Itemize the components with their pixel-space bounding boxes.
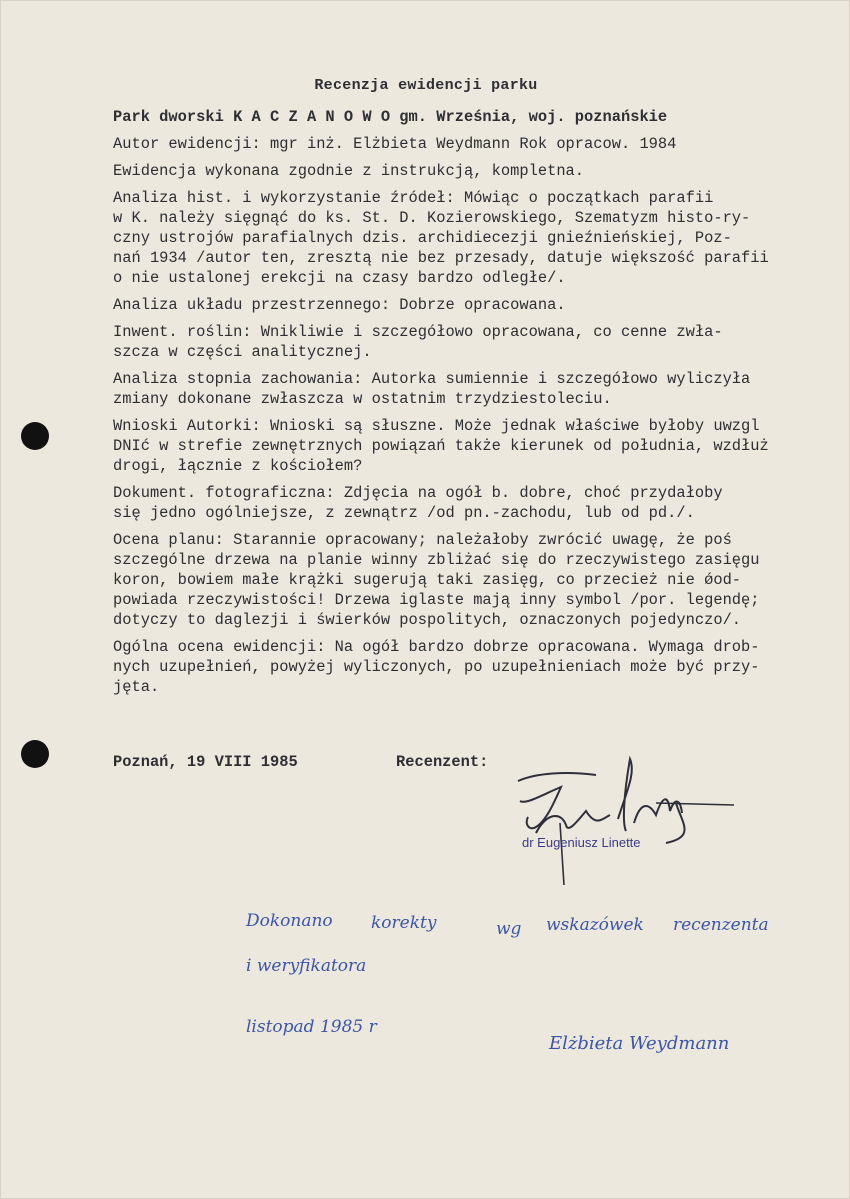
- place-date: Poznań, 19 VIII 1985: [113, 753, 298, 771]
- text-line: szcza w części analitycznej.: [113, 343, 372, 361]
- text-line: Dokument. fotograficzna: Zdjęcia na ogół b. dobre, choć przydałoby: [113, 484, 723, 502]
- handwritten-signature: Elżbieta Weydmann: [549, 1033, 730, 1054]
- text-line: drogi, łącznie z kościołem?: [113, 457, 363, 475]
- punch-hole: [21, 740, 49, 768]
- text-line: jęta.: [113, 678, 160, 696]
- handwritten-note: wskazówek: [546, 915, 644, 935]
- document-body: [113, 107, 849, 697]
- text-line: Inwent. roślin: Wnikliwie i szczegółowo opracowana, co cenne zwła-: [113, 323, 723, 341]
- text-line: Analiza hist. i wykorzystanie źródeł: Mówiąc o początkach parafii: [113, 189, 714, 207]
- text-line: Wnioski Autorki: Wnioski są słuszne. Może jednak właściwe byłoby uwzgl: [113, 417, 760, 435]
- text-line: Ogólna ocena ewidencji: Na ogół bardzo dobrze opracowana. Wymaga drob-: [113, 638, 760, 656]
- handwritten-note: i weryfikatora: [246, 956, 367, 976]
- text-line: nań 1934 /autor ten, zresztą nie bez przesady, datuje większość parafii: [113, 249, 769, 267]
- text-line: DNIć w strefie zewnętrznych powiązań także kierunek od południa, wzdłuż: [113, 437, 769, 455]
- text-line: czny ustrojów parafialnych dzis. archidiecezji gnieźnieńskiej, Poz-: [113, 229, 732, 247]
- text-line: koron, bowiem małe krążki sugerują taki zasięg, co przecież nie ǿod-: [113, 571, 742, 589]
- reviewer-name-stamp: dr Eugeniusz Linette: [522, 835, 641, 850]
- text-line: Ewidencja wykonana zgodnie z instrukcją, kompletna.: [113, 162, 585, 180]
- text-line: zmiany dokonane zwłaszcza w ostatnim trzydziestoleciu.: [113, 390, 612, 408]
- reviewer-signature: [506, 753, 746, 893]
- handwritten-note: recenzenta: [673, 915, 769, 935]
- reviewer-label: Recenzent:: [396, 753, 489, 771]
- text-line: Park dworski K A C Z A N O W O gm. Września, woj. poznańskie: [113, 108, 668, 126]
- handwritten-note: wg: [496, 919, 522, 939]
- handwritten-note: korekty: [371, 913, 437, 933]
- handwritten-note: Dokonano: [246, 911, 333, 931]
- text-line: Analiza stopnia zachowania: Autorka sumiennie i szczegółowo wyliczyła: [113, 370, 751, 388]
- text-line: o nie ustalonej erekcji na czasy bardzo odległe/.: [113, 269, 566, 287]
- document-title: Recenzja ewidencji parku: [314, 77, 538, 94]
- handwritten-date: listopad 1985 r: [246, 1017, 377, 1037]
- text-line: nych uzupełnień, powyżej wyliczonych, po uzupełnieniach może być przy-: [113, 658, 760, 676]
- punch-hole: [21, 422, 49, 450]
- text-line: Autor ewidencji: mgr inż. Elżbieta Weydmann Rok opracow. 1984: [113, 135, 677, 153]
- text-line: Analiza układu przestrzennego: Dobrze opracowana.: [113, 296, 566, 314]
- text-line: powiada rzeczywistości! Drzewa iglaste mają inny symbol /por. legendę;: [113, 591, 760, 609]
- text-line: dotyczy to daglezji i świerków pospolitych, oznaczonych pojedynczo/.: [113, 611, 742, 629]
- text-line: Ocena planu: Starannie opracowany; należałoby zwrócić uwagę, że poś: [113, 531, 732, 549]
- text-line: się jedno ogólniejsze, z zewnątrz /od pn.-zachodu, lub od pd./.: [113, 504, 695, 522]
- text-line: szczególne drzewa na planie winny zbliżać się do rzeczywistego zasięgu: [113, 551, 760, 569]
- text-line: w K. należy sięgnąć do ks. St. D. Kozierowskiego, Szematyzm histo-ry-: [113, 209, 751, 227]
